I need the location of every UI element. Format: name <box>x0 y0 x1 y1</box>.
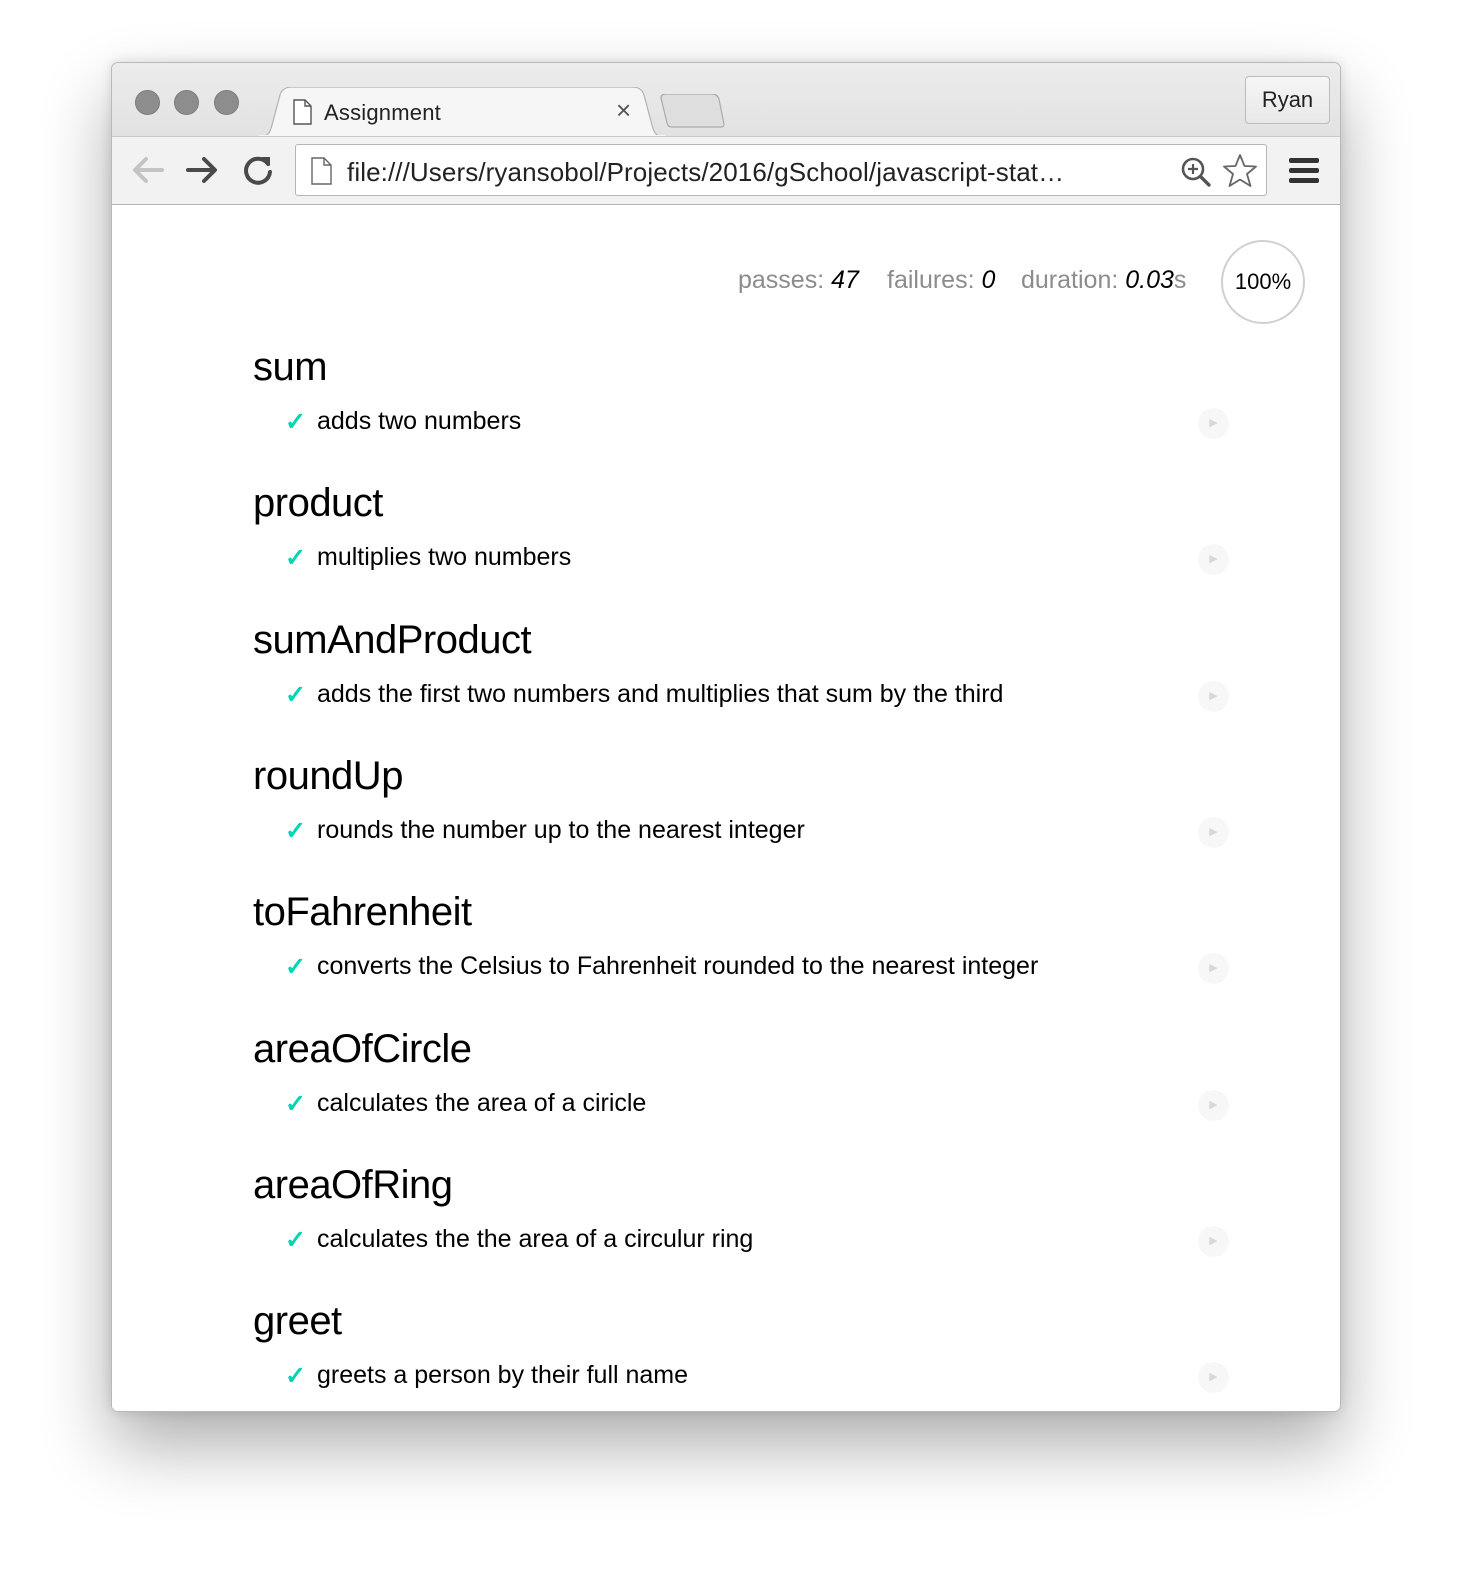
new-tab-button[interactable] <box>660 94 726 133</box>
star-icon[interactable] <box>1222 153 1258 194</box>
check-icon: ✓ <box>285 1362 306 1390</box>
failures-stat[interactable] <box>887 266 995 295</box>
suite-title[interactable]: roundUp <box>253 754 403 798</box>
test-title[interactable]: rounds the number up to the nearest integer <box>317 816 805 844</box>
replay-icon[interactable]: ▶ <box>1198 681 1229 712</box>
address-bar[interactable] <box>295 144 1267 196</box>
replay-icon[interactable]: ▶ <box>1198 953 1229 984</box>
passes-label: passes: <box>738 266 825 294</box>
url-text[interactable]: file:///Users/ryansobol/Projects/2016/gSchool/javascript-stat… <box>347 157 1065 187</box>
test-title[interactable]: greets a person by their full name <box>317 1361 689 1389</box>
duration-unit: s <box>1173 266 1187 294</box>
replay-icon[interactable]: ▶ <box>1198 817 1229 848</box>
check-icon: ✓ <box>285 408 306 436</box>
title-bar <box>112 63 1340 136</box>
tab-shape <box>258 87 666 137</box>
check-icon: ✓ <box>285 544 306 572</box>
toolbar <box>112 136 1340 205</box>
browser-window <box>111 62 1341 1412</box>
reload-icon[interactable] <box>241 153 275 192</box>
suite-title[interactable]: areaOfCircle <box>253 1027 472 1071</box>
duration-stat <box>1021 266 1186 295</box>
test-title[interactable]: calculates the the area of a circulur ring <box>317 1225 754 1253</box>
minimize-window-icon[interactable] <box>174 90 199 115</box>
test-title[interactable]: converts the Celsius to Fahrenheit rounded to the nearest integer <box>317 952 1039 980</box>
replay-icon[interactable]: ▶ <box>1198 1090 1229 1121</box>
tab-close-icon[interactable]: × <box>616 95 632 125</box>
test-title[interactable]: multiplies two numbers <box>317 543 572 571</box>
suite-title[interactable]: sumAndProduct <box>253 618 532 662</box>
replay-icon[interactable]: ▶ <box>1198 408 1229 439</box>
check-icon: ✓ <box>285 953 306 981</box>
failures-label: failures: <box>887 266 975 294</box>
suite-title[interactable]: areaOfRing <box>253 1163 453 1207</box>
page-icon <box>292 99 312 130</box>
back-icon[interactable] <box>130 153 166 192</box>
replay-icon[interactable]: ▶ <box>1198 1226 1229 1257</box>
menu-icon[interactable] <box>1288 157 1320 190</box>
replay-icon[interactable]: ▶ <box>1198 1362 1229 1393</box>
zoom-window-icon[interactable] <box>214 90 239 115</box>
duration-value: 0.03 <box>1125 266 1174 294</box>
check-icon: ✓ <box>285 681 306 709</box>
suite-title[interactable]: greet <box>253 1299 342 1343</box>
suite-title[interactable]: toFahrenheit <box>253 890 472 934</box>
test-title[interactable]: adds two numbers <box>317 407 522 435</box>
file-icon <box>310 157 332 190</box>
replay-icon[interactable]: ▶ <box>1198 544 1229 575</box>
zoom-icon[interactable] <box>1180 156 1212 193</box>
forward-icon[interactable] <box>184 153 220 192</box>
failures-value: 0 <box>981 266 996 294</box>
test-title[interactable]: calculates the area of a ciricle <box>317 1089 647 1117</box>
check-icon: ✓ <box>285 1090 306 1118</box>
tab-assignment[interactable] <box>258 87 666 137</box>
test-title[interactable]: adds the first two numbers and multiplies that sum by the third <box>317 680 1004 708</box>
mocha-report <box>112 205 1340 1411</box>
passes-stat[interactable] <box>738 266 859 295</box>
tab-title: Assignment <box>324 100 441 125</box>
profile-button[interactable]: Ryan <box>1245 76 1330 124</box>
suite-title[interactable]: product <box>253 481 383 525</box>
progress-indicator: 100% <box>1221 240 1305 324</box>
stats-bar <box>712 266 1212 302</box>
duration-label: duration: <box>1021 266 1119 294</box>
check-icon: ✓ <box>285 1226 306 1254</box>
suite-title[interactable]: sum <box>253 345 328 389</box>
passes-value: 47 <box>831 266 859 294</box>
check-icon: ✓ <box>285 817 306 845</box>
close-window-icon[interactable] <box>135 90 160 115</box>
